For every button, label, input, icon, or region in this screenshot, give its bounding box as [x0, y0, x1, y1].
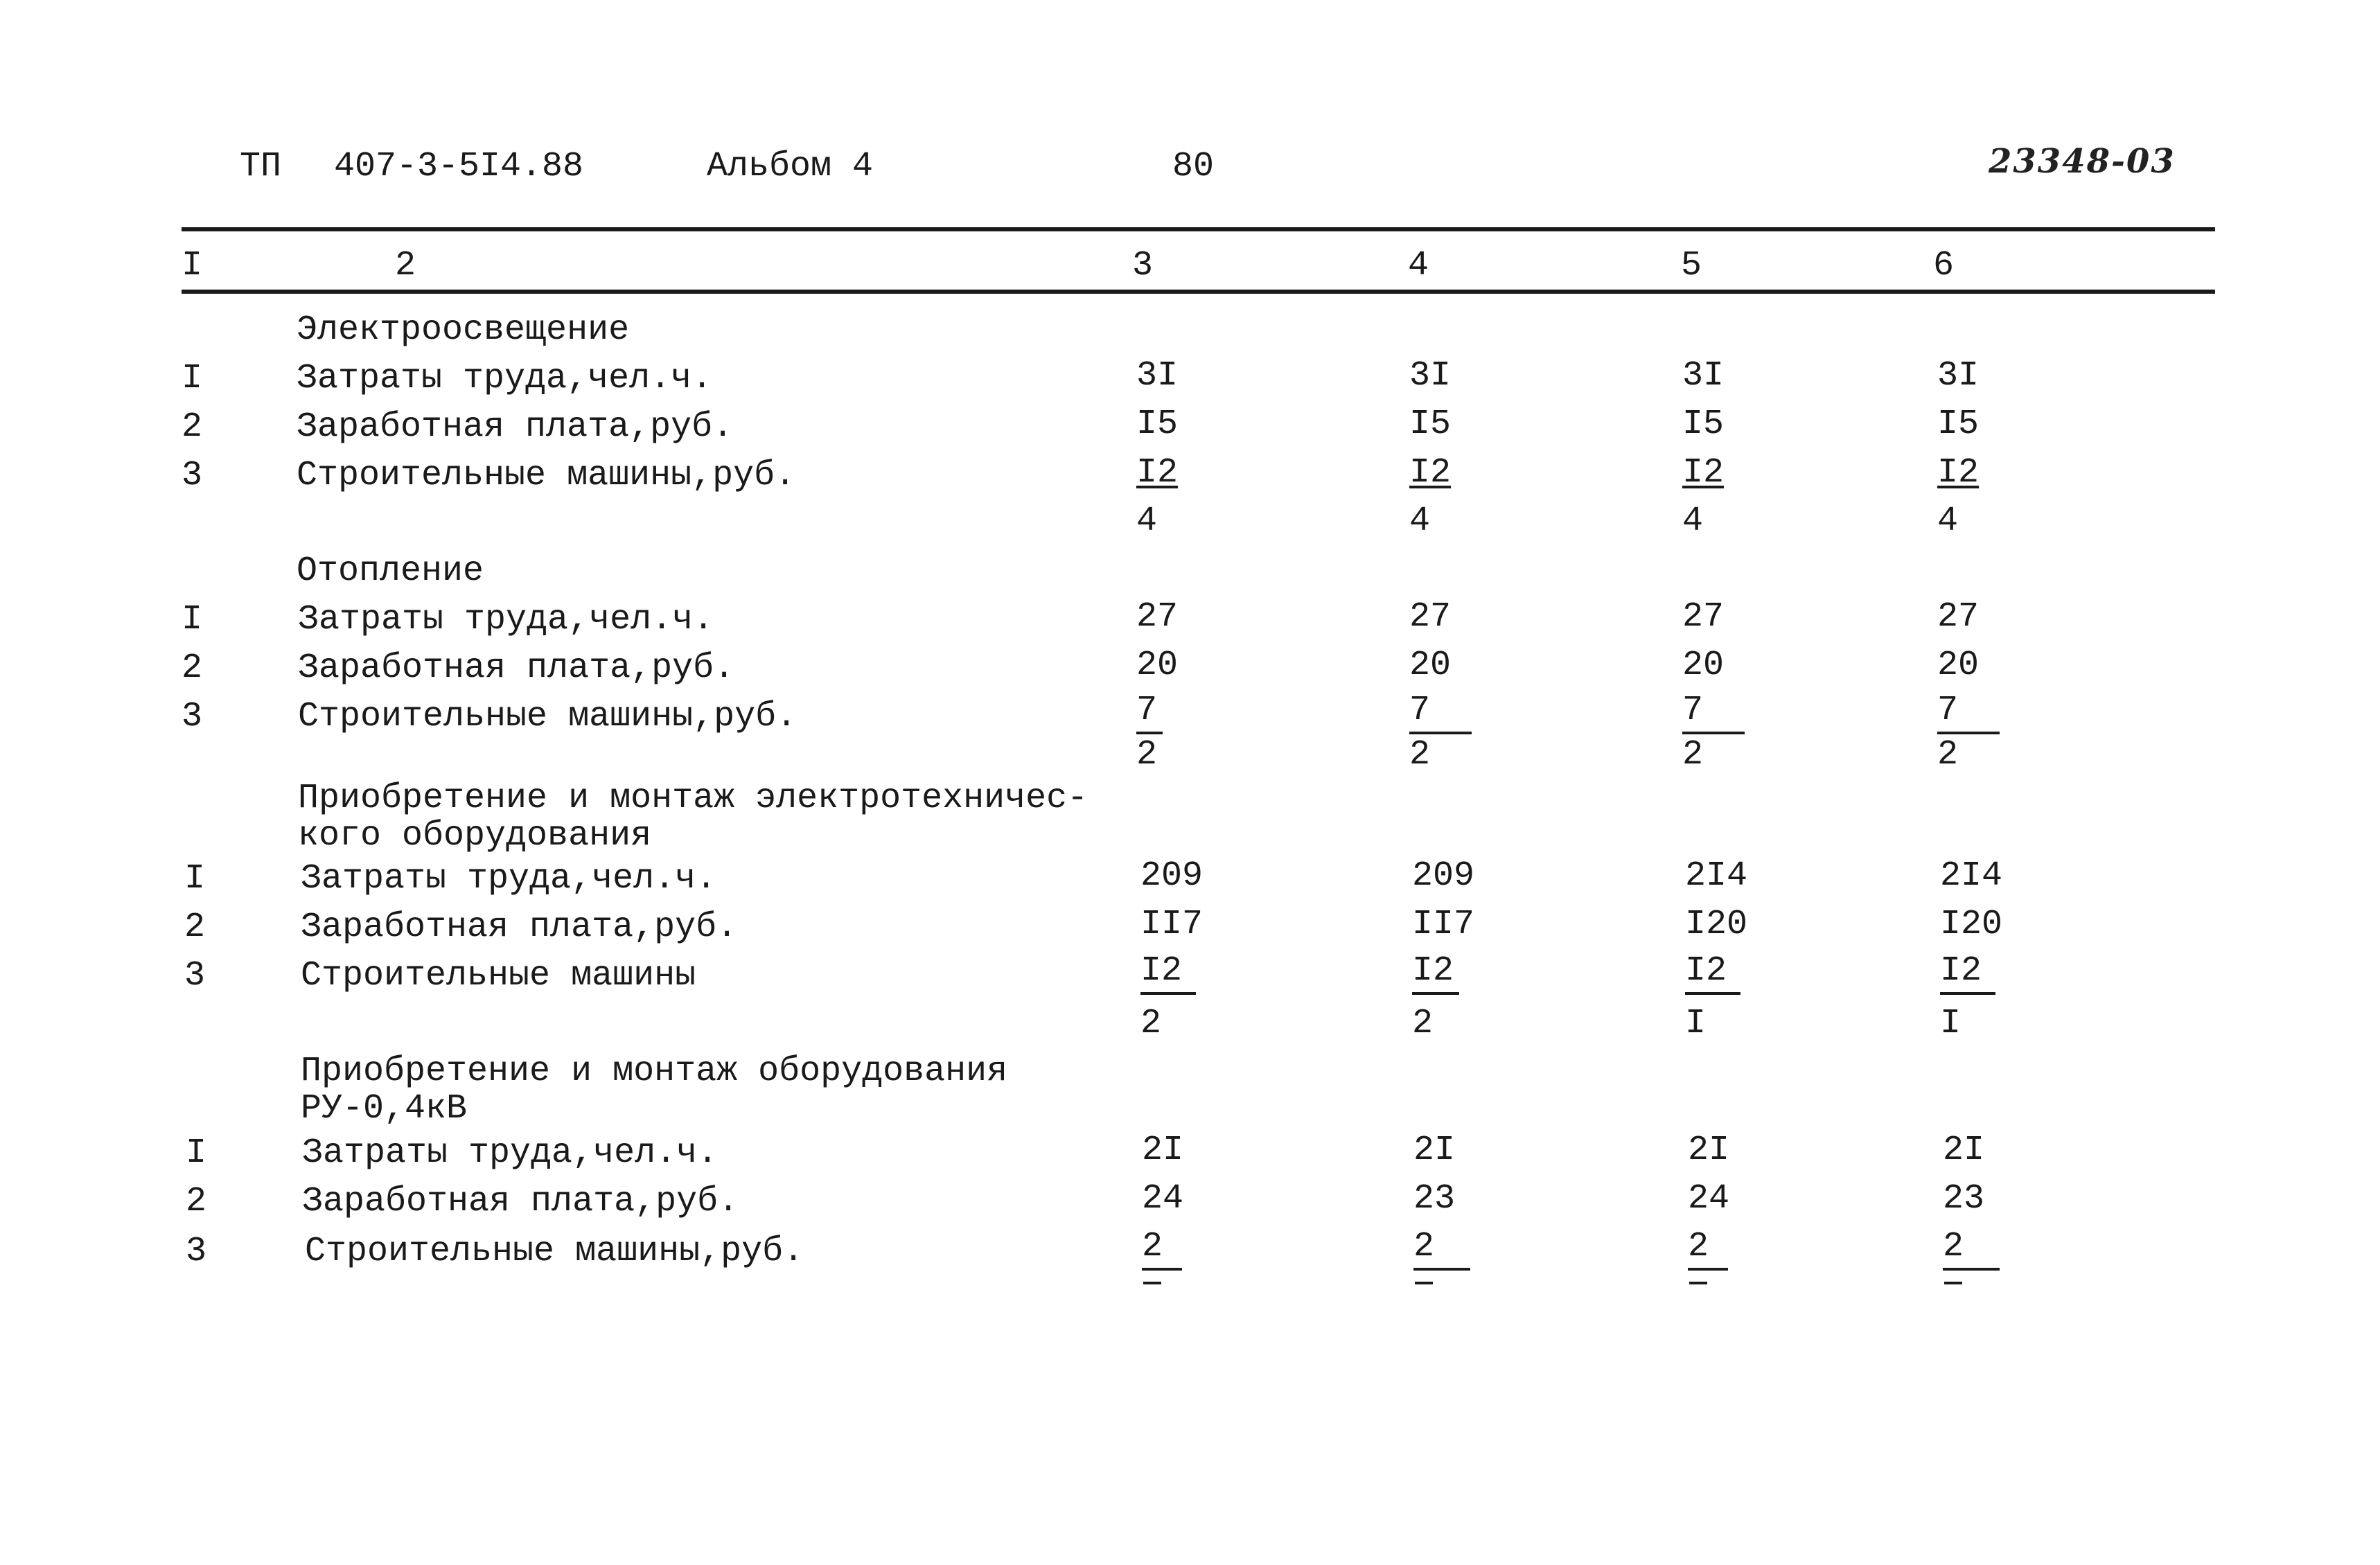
row-number: 3 — [186, 1232, 207, 1271]
cell-value: 20 — [1136, 646, 1179, 685]
fraction-numerator: I2 — [1412, 951, 1459, 995]
fraction-numerator: 2 — [1142, 1226, 1182, 1271]
section-title: Электроосвещение — [297, 310, 630, 350]
cell-value: 20 — [1937, 646, 1980, 685]
fraction — [1142, 1226, 1182, 1271]
cell-value: I5 — [1937, 405, 1980, 444]
cell-value: 209 — [1412, 856, 1475, 896]
cell-value: I5 — [1136, 405, 1179, 444]
row-label: Строительные машины,руб. — [305, 1232, 804, 1271]
fraction — [1409, 690, 1472, 776]
fraction-denominator: 4 — [1409, 502, 1431, 541]
cell-value: 2I — [1688, 1131, 1730, 1170]
row-label: Заработная плата,руб. — [302, 1182, 739, 1221]
table-header-rule — [182, 290, 2215, 294]
cell-value: I20 — [1685, 905, 1748, 944]
row-label: Заработная плата,руб. — [301, 908, 738, 947]
fraction-numerator: 7 — [1682, 690, 1745, 734]
fraction — [1937, 690, 2000, 776]
cell-value: 20 — [1682, 646, 1725, 685]
cell-value: 2I — [1142, 1131, 1184, 1170]
fraction — [1688, 1226, 1728, 1271]
col-head-3: 3 — [1132, 246, 1154, 285]
album-label: Альбом 4 — [707, 147, 874, 186]
fraction-denominator: I — [1685, 1004, 1707, 1043]
col-head-2: 2 — [395, 246, 416, 285]
fraction — [1685, 951, 1740, 1045]
cell-value: 23 — [1943, 1179, 1985, 1219]
section-title-line-2: кого оборудования — [298, 816, 652, 856]
cell-value: 3I — [1937, 356, 1980, 396]
cell-value: 27 — [1409, 597, 1452, 637]
fraction-numerator: I2 — [1140, 951, 1196, 995]
row-label: Затраты труда,чел.ч. — [297, 359, 713, 398]
empty-denominator-dash — [1689, 1282, 1707, 1284]
fraction-numerator: I2 — [1685, 951, 1740, 995]
row-number: 2 — [182, 407, 203, 447]
fraction-denominator: 4 — [1937, 502, 1959, 541]
row-number: 2 — [182, 648, 203, 688]
section-title-line-2: РУ-0,4кВ — [301, 1089, 468, 1129]
doc-code: 407-3-5I4.88 — [334, 147, 584, 186]
section-title: Отопление — [297, 551, 484, 591]
cell-value: II7 — [1412, 905, 1475, 944]
cell-value: 2I — [1413, 1131, 1456, 1170]
table-top-rule — [182, 227, 2215, 231]
fraction-numerator: 2 — [1413, 1226, 1470, 1271]
cell-value: 24 — [1142, 1179, 1184, 1219]
row-number: I — [182, 600, 203, 639]
fraction-denominator: I — [1940, 1004, 1962, 1043]
row-number: 3 — [182, 697, 203, 736]
row-number: I — [182, 359, 203, 398]
fraction — [1140, 951, 1196, 1045]
fraction-numerator: 2 — [1688, 1226, 1728, 1271]
cell-value: 3I — [1682, 356, 1725, 396]
fraction — [1413, 1226, 1470, 1271]
archive-stamp: 23348-03 — [1989, 142, 2176, 181]
row-label: Заработная плата,руб. — [297, 407, 734, 447]
fraction-numerator: 2 — [1943, 1226, 2000, 1271]
fraction — [1943, 1226, 2000, 1271]
page-number: 80 — [1172, 147, 1215, 186]
row-label: Затраты труда,чел.ч. — [302, 1133, 719, 1173]
row-label: Строительные машины,руб. — [298, 697, 797, 736]
col-head-6: 6 — [1933, 246, 1955, 285]
cell-value: 27 — [1682, 597, 1725, 637]
cell-value: 27 — [1937, 597, 1980, 637]
section-title — [298, 780, 1088, 855]
fraction-numerator: I2 — [1940, 951, 1995, 995]
cell-value: I5 — [1409, 405, 1452, 444]
row-number: 3 — [184, 956, 206, 996]
cell-value: 2I4 — [1940, 856, 2003, 896]
col-head-5: 5 — [1681, 246, 1702, 285]
fraction-denominator: 2 — [1412, 1004, 1434, 1043]
cell-value: 3I — [1409, 356, 1452, 396]
row-label: Заработная плата,руб. — [298, 648, 735, 688]
fraction-denominator: 2 — [1140, 1004, 1162, 1043]
cell-value: 209 — [1140, 856, 1204, 896]
row-number: I — [184, 859, 206, 899]
cell-value: 2I4 — [1685, 856, 1748, 896]
cell-value: 2I — [1943, 1131, 1985, 1170]
empty-denominator-dash — [1415, 1282, 1433, 1284]
cell-value: 24 — [1688, 1179, 1730, 1219]
cell-value: 20 — [1409, 646, 1452, 685]
empty-denominator-dash — [1944, 1282, 1962, 1284]
cell-value: I20 — [1940, 905, 2003, 944]
fraction-denominator: 2 — [1409, 735, 1431, 775]
row-number: 2 — [186, 1182, 207, 1221]
section-title — [301, 1053, 1007, 1128]
row-label: Затраты труда,чел.ч. — [298, 600, 714, 639]
fraction-denominator: 4 — [1136, 502, 1158, 541]
fraction-denominator: 2 — [1937, 735, 1959, 775]
fraction-numerator: 7 — [1937, 690, 2000, 734]
row-number: 2 — [184, 908, 206, 947]
fraction-numerator: I2 — [1937, 453, 1980, 493]
cell-value: 23 — [1413, 1179, 1456, 1219]
col-head-1: I — [182, 246, 203, 285]
empty-denominator-dash — [1143, 1282, 1161, 1284]
row-label: Строительные машины,руб. — [297, 456, 796, 495]
fraction-denominator: 4 — [1682, 502, 1704, 541]
row-number: I — [186, 1133, 207, 1173]
cell-value: 27 — [1136, 597, 1179, 637]
doc-series: ТП — [240, 147, 282, 186]
fraction — [1136, 690, 1163, 776]
row-label: Строительные машины — [301, 956, 696, 996]
fraction-numerator: 7 — [1136, 690, 1163, 734]
fraction — [1412, 951, 1459, 1045]
fraction-numerator: I2 — [1409, 453, 1452, 493]
fraction — [1682, 690, 1745, 776]
fraction — [1940, 951, 1995, 1045]
cell-value: II7 — [1140, 905, 1204, 944]
fraction-denominator: 2 — [1682, 735, 1704, 775]
cell-value: 3I — [1136, 356, 1179, 396]
fraction-numerator: I2 — [1136, 453, 1179, 493]
fraction-numerator: I2 — [1682, 453, 1725, 493]
col-head-4: 4 — [1408, 246, 1429, 285]
row-label: Затраты труда,чел.ч. — [301, 859, 717, 899]
cell-value: I5 — [1682, 405, 1725, 444]
fraction-numerator: 7 — [1409, 690, 1472, 734]
row-number: 3 — [182, 456, 203, 495]
fraction-denominator: 2 — [1136, 735, 1158, 775]
section-title-line-1: Приобретение и монтаж оборудования — [301, 1052, 1008, 1091]
section-title-line-1: Приобретение и монтаж электротехничес- — [298, 779, 1088, 818]
